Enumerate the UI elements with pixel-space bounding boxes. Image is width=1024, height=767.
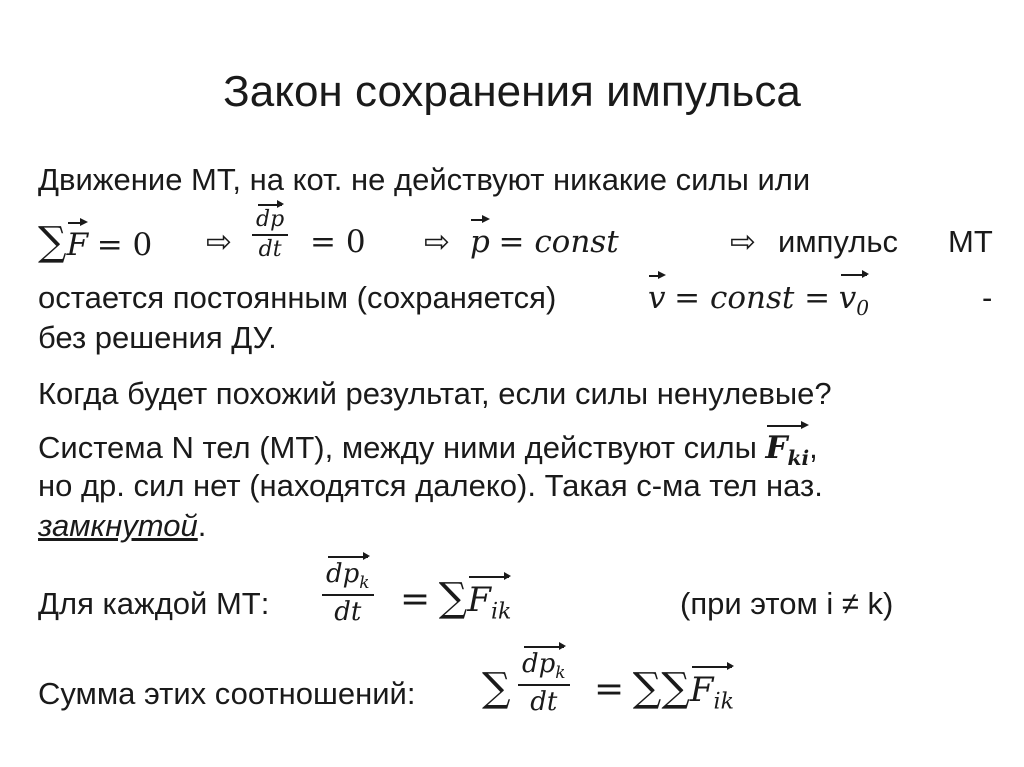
v0-vector: $v_0$ xyxy=(839,278,869,328)
equals-const-equals: = const = xyxy=(674,280,831,316)
v-vector: v xyxy=(648,280,666,316)
text-line-1: Движение МТ, на кот. не действуют никакие силы или xyxy=(38,162,811,197)
implies-arrow-2: ⇨ xyxy=(424,224,450,259)
slide-title: Закон сохранения импульса xyxy=(223,67,801,116)
implies-arrow-1: ⇨ xyxy=(206,224,232,259)
fraction-dpk-dt-2: $\frac{dp_k}{dt}$ xyxy=(518,650,570,716)
dash: - xyxy=(982,280,993,315)
formula-line-9: Для каждой МТ: $\frac{dp_k}{dt}$ = $\sum F_{ik}$ (при этом i ≠ k) xyxy=(38,560,998,640)
sum-symbol-3: ∑ xyxy=(482,665,511,711)
text-line-3 xyxy=(38,278,998,322)
dp-vector: dp xyxy=(256,207,285,232)
line6-text: Система N тел (МТ), между ними действуют силы xyxy=(38,430,757,465)
sum-symbol-4: ∑ xyxy=(632,665,662,711)
line10-text: Сумма этих соотношений: xyxy=(38,676,416,711)
equals-const: = const xyxy=(498,224,619,260)
formula-line-2 xyxy=(38,207,998,274)
fraction-dpk-dt: $\frac{dp_k}{dt}$ xyxy=(322,560,374,626)
dt-text: dt xyxy=(258,237,282,263)
sum-symbol-5: ∑ xyxy=(661,665,690,711)
text-line-5: Когда будет похожий результат, если силы ненулевые? xyxy=(38,376,832,411)
sum-symbol-2: ∑ xyxy=(438,575,468,621)
mt-word: МТ xyxy=(948,224,993,259)
impulse-word: импульс xyxy=(778,224,898,259)
line3-text: остается постоянным (сохраняется) xyxy=(38,280,557,315)
text-line-4: без решения ДУ. xyxy=(38,320,277,355)
closed-system-term: замкнутой xyxy=(38,508,198,543)
line9-text: Для каждой МТ: xyxy=(38,586,270,621)
force-ik-vector: $F_{ik}$ xyxy=(467,580,511,632)
p-vector: p xyxy=(470,224,490,260)
line9-note: (при этом i ≠ k) xyxy=(680,586,894,621)
sum-symbol: ∑ xyxy=(38,219,67,265)
implies-arrow-3: ⇨ xyxy=(730,224,756,259)
force-vector: F xyxy=(66,227,89,263)
comma: , xyxy=(809,430,818,465)
fraction-dp-dt xyxy=(252,208,288,262)
formula-line-10: Сумма этих соотношений: ∑ $\frac{dp_k}{dt}$ = $\sum\sum F_{ik}$ xyxy=(38,650,998,730)
text-line-8: замкнутой. xyxy=(38,508,207,543)
equals-zero: = 0 xyxy=(96,227,153,263)
text-line-7: но др. сил нет (находятся далеко). Такая с-ма тел наз. xyxy=(38,468,823,503)
force-ik-vector-2: $F_{ik}$ xyxy=(690,670,734,722)
force-ki-vector: $F_{ki}$ xyxy=(766,428,810,478)
equals-zero-2: = 0 xyxy=(310,224,366,260)
